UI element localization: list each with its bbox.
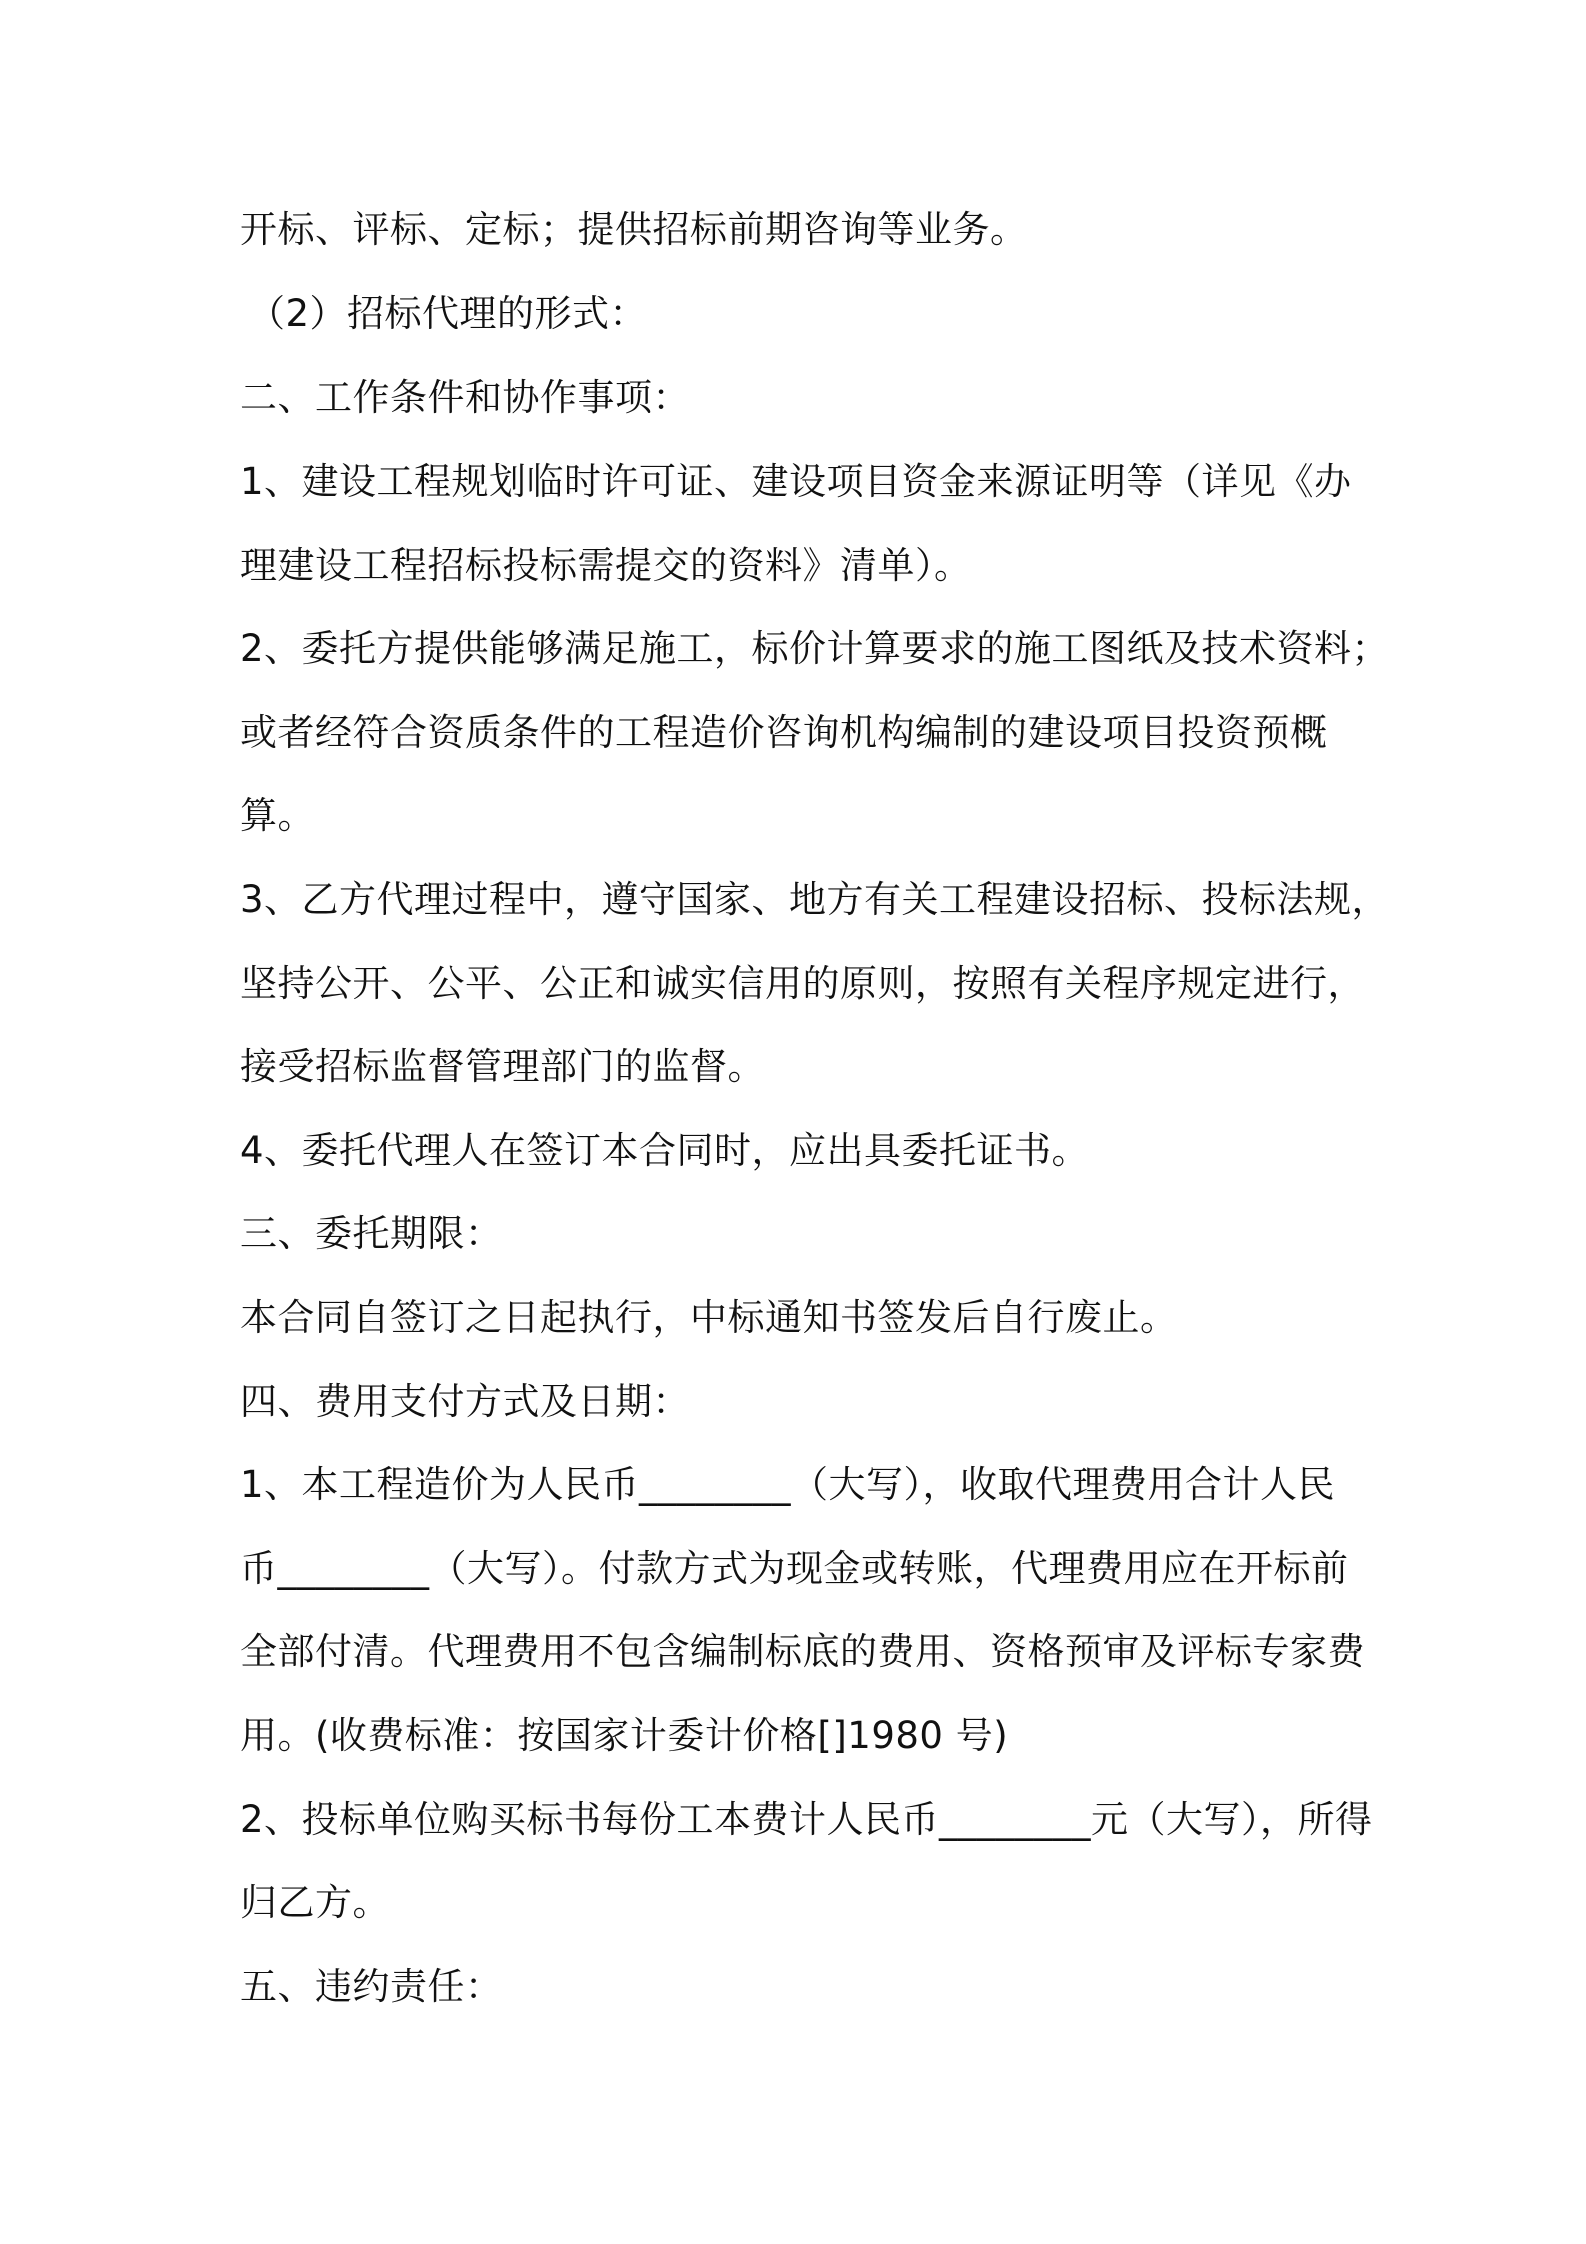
text-line: 币________（大写）。付款方式为现金或转账，代理费用应在开标前 [240,1547,1349,1590]
text-line: 接受招标监督管理部门的监督。 [240,1045,765,1088]
text-line: 用。(收费标准：按国家计委计价格[]1980 号) [240,1714,1009,1757]
text-line: 理建设工程招标投标需提交的资料》清单）。 [240,544,972,587]
text-line: 3、乙方代理过程中，遵守国家、地方有关工程建设招标、投标法规， [240,878,1390,921]
text-line: 归乙方。 [240,1881,390,1924]
text-line: 2、委托方提供能够满足施工，标价计算要求的施工图纸及技术资料； [240,627,1390,670]
text-line: 或者经符合资质条件的工程造价咨询机构编制的建设项目投资预概 [240,711,1328,754]
text-line: 坚持公开、公平、公正和诚实信用的原则，按照有关程序规定进行， [240,962,1365,1005]
text-line: （2）招标代理的形式： [248,292,648,335]
text-line: 本合同自签订之日起执行，中标通知书签发后自行废止。 [240,1296,1178,1339]
text-line: 4、委托代理人在签订本合同时，应出具委托证书。 [240,1129,1090,1172]
text-line: 1、建设工程规划临时许可证、建设项目资金来源证明等（详见《办 [240,460,1352,503]
text-line: 算。 [240,794,315,837]
section-heading: 二、工作条件和协作事项： [240,376,690,419]
section-heading: 三、委托期限： [240,1212,503,1255]
text-line: 全部付清。代理费用不包含编制标底的费用、资格预审及评标专家费 [240,1630,1365,1673]
section-heading: 四、费用支付方式及日期： [240,1380,690,1423]
section-heading: 五、违约责任： [240,1965,503,2008]
text-line: 2、投标单位购买标书每份工本费计人民币________元（大写），所得 [240,1798,1373,1841]
text-line: 1、本工程造价为人民币________（大写），收取代理费用合计人民 [240,1463,1336,1506]
text-line: 开标、评标、定标；提供招标前期咨询等业务。 [240,208,1028,251]
